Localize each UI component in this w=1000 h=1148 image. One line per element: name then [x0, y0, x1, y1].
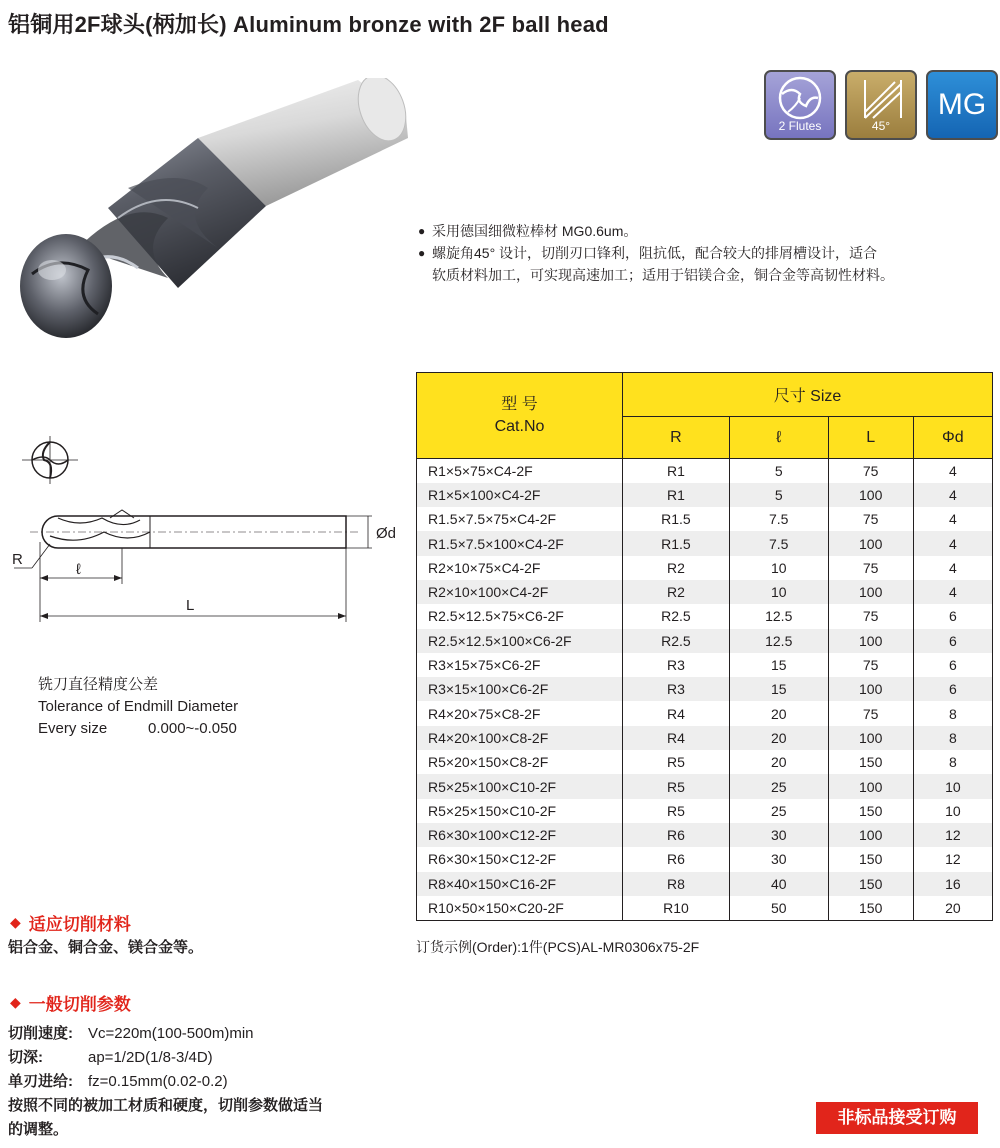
tolerance-size-label: Every size [38, 720, 108, 737]
cell-r: R5 [623, 750, 730, 774]
feature-item: ● 采用德国细微粒棒材 MG0.6um。 [418, 220, 978, 242]
diameter-label: Ød [376, 525, 397, 542]
cell-l: 15 [729, 677, 828, 701]
cell-l: 25 [729, 799, 828, 823]
table-row [417, 629, 993, 653]
header-cat-no [417, 373, 623, 459]
cell-l: 12.5 [729, 604, 828, 628]
cell-r: R8 [623, 872, 730, 896]
cell-L: 150 [828, 847, 913, 871]
tolerance-en: Tolerance of Endmill Diameter [38, 698, 239, 715]
cell-L: 75 [828, 459, 913, 483]
param-speed-label: 切削速度: [8, 1025, 73, 1042]
header-cat-cn: 型 号 [501, 395, 538, 413]
cell-cat: R6×30×100×C12-2F [417, 823, 623, 847]
cell-L: 150 [828, 799, 913, 823]
tolerance-size-value: 0.000~-0.050 [148, 720, 237, 737]
cell-r: R3 [623, 653, 730, 677]
overall-length-label: L [186, 597, 195, 614]
cell-L: 150 [828, 750, 913, 774]
cell-r: R5 [623, 799, 730, 823]
cell-r: R1 [623, 483, 730, 507]
cell-d: 12 [913, 847, 992, 871]
materials-heading [10, 910, 131, 935]
material-badge [926, 70, 998, 140]
cell-L: 100 [828, 774, 913, 798]
params-heading [10, 990, 131, 1015]
cell-L: 100 [828, 629, 913, 653]
cell-L: 75 [828, 507, 913, 531]
cell-l: 15 [729, 653, 828, 677]
table-row [417, 604, 993, 628]
param-feed-value: fz=0.15mm(0.02-0.2) [88, 1073, 228, 1090]
cell-l: 7.5 [729, 507, 828, 531]
cell-l: 7.5 [729, 531, 828, 555]
cell-r: R2.5 [623, 604, 730, 628]
cell-l: 20 [729, 726, 828, 750]
tolerance-block [38, 674, 238, 740]
cell-r: R6 [623, 823, 730, 847]
table-row [417, 483, 993, 507]
cell-d: 4 [913, 531, 992, 555]
cell-d: 4 [913, 556, 992, 580]
cell-cat: R2.5×12.5×100×C6-2F [417, 629, 623, 653]
cell-l: 10 [729, 580, 828, 604]
cell-r: R1 [623, 459, 730, 483]
cell-cat: R8×40×150×C16-2F [417, 872, 623, 896]
custom-order-banner: 非标品接受订购 [816, 1102, 978, 1134]
cell-l: 10 [729, 556, 828, 580]
cell-r: R2.5 [623, 629, 730, 653]
cell-L: 75 [828, 556, 913, 580]
cell-L: 100 [828, 726, 913, 750]
cell-L: 100 [828, 677, 913, 701]
spec-table [416, 372, 993, 921]
ball-endmill-photo [18, 78, 418, 348]
params-heading-text: 一般切削参数 [28, 995, 131, 1014]
cell-l: 12.5 [729, 629, 828, 653]
cell-cat: R5×25×150×C10-2F [417, 799, 623, 823]
cell-cat: R10×50×150×C20-2F [417, 896, 623, 920]
cell-d: 10 [913, 799, 992, 823]
param-feed [8, 1070, 323, 1094]
cell-cat: R1.5×7.5×75×C4-2F [417, 507, 623, 531]
cell-L: 75 [828, 653, 913, 677]
cell-l: 20 [729, 750, 828, 774]
cell-d: 4 [913, 459, 992, 483]
param-speed [8, 1022, 323, 1046]
param-depth [8, 1046, 323, 1070]
end-view-icon [22, 436, 78, 484]
header-col-l: ℓ [729, 417, 828, 459]
cell-L: 75 [828, 604, 913, 628]
angle-label: 45° [871, 119, 891, 133]
cell-r: R5 [623, 774, 730, 798]
header-col-r: R [623, 417, 730, 459]
cell-d: 8 [913, 726, 992, 750]
helix-angle-badge [845, 70, 917, 140]
table-row [417, 556, 993, 580]
cell-L: 150 [828, 896, 913, 920]
materials-text: 铝合金、铜合金、镁合金等。 [8, 939, 204, 956]
tolerance-cn: 铣刀直径精度公差 [38, 676, 159, 693]
cell-cat: R4×20×75×C8-2F [417, 701, 623, 725]
cell-r: R4 [623, 701, 730, 725]
flutes-badge [764, 70, 836, 140]
diamond-icon: ◆ [10, 914, 21, 930]
cell-d: 4 [913, 507, 992, 531]
table-row [417, 677, 993, 701]
table-row [417, 580, 993, 604]
feature-item-continued: 软质材料加工，可实现高速加工；适用于铝镁合金，铜合金等高韧性材料。 [432, 267, 894, 283]
table-row [417, 507, 993, 531]
cell-L: 75 [828, 701, 913, 725]
feature-list [418, 220, 978, 286]
cell-r: R2 [623, 580, 730, 604]
cell-L: 100 [828, 483, 913, 507]
cell-cat: R3×15×75×C6-2F [417, 653, 623, 677]
cell-cat: R2.5×12.5×75×C6-2F [417, 604, 623, 628]
cell-cat: R5×25×100×C10-2F [417, 774, 623, 798]
cell-cat: R2×10×75×C4-2F [417, 556, 623, 580]
cell-L: 100 [828, 823, 913, 847]
spec-table-body [417, 459, 993, 921]
cell-d: 10 [913, 774, 992, 798]
tolerance-row [38, 718, 238, 740]
cell-r: R1.5 [623, 507, 730, 531]
cell-d: 6 [913, 604, 992, 628]
cell-l: 25 [729, 774, 828, 798]
table-row [417, 872, 993, 896]
table-row [417, 701, 993, 725]
header-col-d: Φd [913, 417, 992, 459]
cell-d: 6 [913, 629, 992, 653]
table-row [417, 896, 993, 920]
table-row [417, 750, 993, 774]
cell-cat: R1×5×100×C4-2F [417, 483, 623, 507]
cell-d: 12 [913, 823, 992, 847]
cell-d: 8 [913, 701, 992, 725]
header-col-L: L [828, 417, 913, 459]
cell-cat: R2×10×100×C4-2F [417, 580, 623, 604]
cell-r: R2 [623, 556, 730, 580]
table-row [417, 459, 993, 483]
cell-cat: R1×5×75×C4-2F [417, 459, 623, 483]
table-row [417, 653, 993, 677]
cell-l: 5 [729, 459, 828, 483]
cell-l: 20 [729, 701, 828, 725]
cell-cat: R1.5×7.5×100×C4-2F [417, 531, 623, 555]
header-size: 尺寸 Size [623, 373, 993, 417]
cell-r: R4 [623, 726, 730, 750]
table-row [417, 774, 993, 798]
cell-cat: R5×20×150×C8-2F [417, 750, 623, 774]
feature-item: ● 螺旋角45° 设计，切削刃口锋利，阻抗低，配合较大的排屑槽设计，适合 [418, 242, 978, 264]
cell-cat: R6×30×150×C12-2F [417, 847, 623, 871]
dimension-drawing [10, 432, 410, 632]
cell-l: 30 [729, 823, 828, 847]
cell-L: 100 [828, 531, 913, 555]
table-row [417, 823, 993, 847]
table-row [417, 847, 993, 871]
cell-r: R1.5 [623, 531, 730, 555]
param-depth-label: 切深: [8, 1049, 43, 1066]
materials-heading-text: 适应切削材料 [28, 915, 131, 934]
param-note-2: 的调整。 [8, 1121, 69, 1138]
diamond-icon: ◆ [10, 994, 21, 1010]
cell-l: 5 [729, 483, 828, 507]
param-note-1: 按照不同的被加工材质和硬度，切削参数做适当 [8, 1097, 324, 1114]
cell-l: 50 [729, 896, 828, 920]
param-feed-label: 单刃进给: [8, 1073, 73, 1090]
cell-d: 4 [913, 483, 992, 507]
material-label: MG [937, 88, 987, 121]
cell-d: 8 [913, 750, 992, 774]
cell-d: 6 [913, 653, 992, 677]
table-row [417, 726, 993, 750]
cell-cat: R4×20×100×C8-2F [417, 726, 623, 750]
cell-cat: R3×15×100×C6-2F [417, 677, 623, 701]
page-title: 铝铜用2F球头(柄加长) Aluminum bronze with 2F ball head [8, 12, 609, 37]
cell-r: R10 [623, 896, 730, 920]
cell-l: 30 [729, 847, 828, 871]
table-row [417, 799, 993, 823]
cell-r: R3 [623, 677, 730, 701]
cell-d: 6 [913, 677, 992, 701]
table-row [417, 531, 993, 555]
header-cat-en: Cat.No [494, 417, 545, 435]
order-example: 订货示例(Order):1件(PCS)AL-MR0306x75-2F [416, 939, 700, 955]
flutes-label: 2 Flutes [778, 119, 822, 133]
cell-d: 16 [913, 872, 992, 896]
cell-L: 150 [828, 872, 913, 896]
feature-badges [764, 70, 998, 140]
radius-label: R [12, 551, 23, 568]
cell-L: 100 [828, 580, 913, 604]
param-speed-value: Vc=220m(100-500m)min [88, 1025, 254, 1042]
params-block [8, 1022, 323, 1142]
cell-l: 40 [729, 872, 828, 896]
cell-d: 4 [913, 580, 992, 604]
flute-length-label: ℓ [76, 561, 81, 578]
cell-r: R6 [623, 847, 730, 871]
cell-d: 20 [913, 896, 992, 920]
param-depth-value: ap=1/2D(1/8-3/4D) [88, 1049, 213, 1066]
